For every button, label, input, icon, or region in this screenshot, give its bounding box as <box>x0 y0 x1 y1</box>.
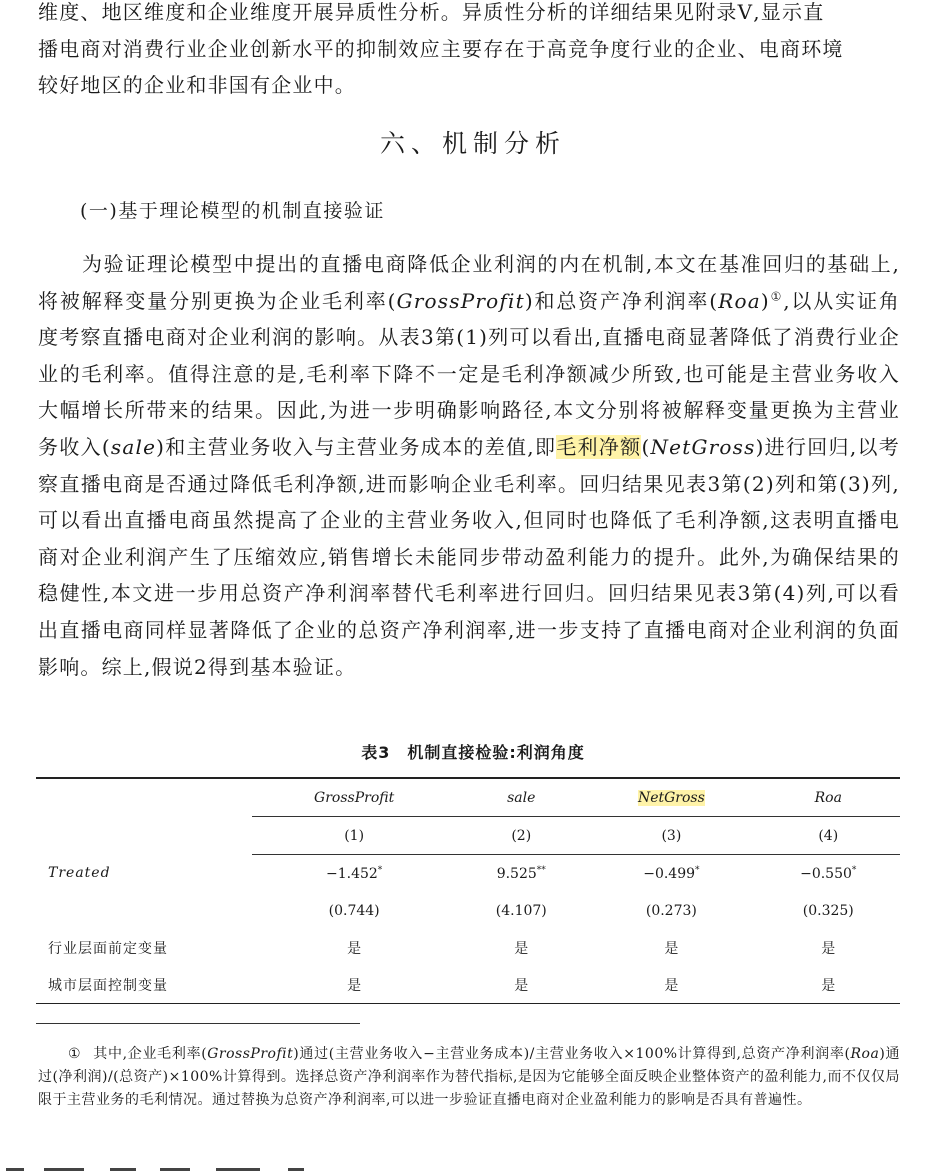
std-error-row <box>36 892 900 929</box>
treated-label: Treated <box>48 865 111 882</box>
preceding-line-2: 播电商对消费行业企业创新水平的抑制效应主要存在于高竞争度行业的企业、电商环境 <box>38 36 844 61</box>
preceding-paragraph <box>38 0 900 104</box>
coef-stars-4: * <box>851 864 857 875</box>
city-controls-row <box>36 966 900 1004</box>
col-number-1: (1) <box>252 817 456 855</box>
table-caption: 表3 机制直接检验:利润角度 <box>361 743 585 762</box>
std-error-1: (0.744) <box>328 902 380 919</box>
footnote-marker: ① <box>68 1046 82 1062</box>
footnote-text-2: )通过(主营业务收入−主营业务成本)/主营业务收入×100%计算得到,总资产净利润率( <box>293 1046 851 1062</box>
city-controls-4: 是 <box>757 966 900 1004</box>
industry-controls-2: 是 <box>514 940 529 957</box>
column-number-row <box>36 817 900 855</box>
coef-cell-2 <box>456 855 586 893</box>
results-table-container <box>36 777 900 1004</box>
coef-cell-4 <box>757 855 900 893</box>
treated-coef-row <box>36 855 900 893</box>
coef-value-3: −0.499 <box>643 865 696 882</box>
fragment-stroke <box>6 1168 24 1171</box>
para-text-3: ) <box>760 288 770 313</box>
coef-cell-3 <box>586 855 756 893</box>
col-header-sale: sale <box>456 778 586 817</box>
para-text-2: )和总资产净利润率( <box>524 288 719 313</box>
city-controls-label: 城市层面控制变量 <box>36 966 252 1004</box>
footnote <box>38 1043 900 1112</box>
industry-controls-3: 是 <box>664 940 679 957</box>
fragment-stroke <box>110 1168 136 1171</box>
results-table <box>36 777 900 1004</box>
city-controls-2: 是 <box>456 966 586 1004</box>
var-grossprofit: GrossProfit <box>396 288 525 313</box>
preceding-line-3: 较好地区的企业和非国有企业中。 <box>38 73 356 98</box>
std-error-2: (4.107) <box>495 902 547 919</box>
fragment-stroke <box>288 1168 304 1171</box>
se-empty-cell <box>36 892 252 929</box>
section-title: 六、机制分析 <box>379 129 566 158</box>
highlighted-term[interactable]: 毛利净额 <box>556 434 642 459</box>
para-text-1: 为验证理论模型中提出的直播电商降低企业利润的内在机制,本文在基准回归的基础上,将被解释变量分别更换为企业毛利率( <box>38 252 900 313</box>
std-error-3: (0.273) <box>645 902 697 919</box>
footnote-var-grossprofit: GrossProfit <box>207 1046 294 1062</box>
table-header-row <box>36 778 900 817</box>
para-text-4: ,以从实证角度考察直播电商对企业利润的影响。从表3第(1)列可以看出,直播电商显著降低了消费行业企业的毛利率。值得注意的是,毛利率下降不一定是毛利净额减少所致,也可能是主营业务收入大幅增长所带来的结果。因此,为进一步明确影响路径,本文分别将被解释变量更换为主营业务收入( <box>38 288 900 459</box>
city-controls-1: 是 <box>252 966 456 1004</box>
std-error-4: (0.325) <box>802 902 854 919</box>
industry-controls-label: 行业层面前定变量 <box>48 940 168 957</box>
footnote-reference[interactable]: ① <box>769 288 784 303</box>
coef-value-2: 9.525 <box>496 865 537 882</box>
coef-cell-1 <box>252 855 456 893</box>
col-number-3: (3) <box>586 817 756 855</box>
subsection-title: (一)基于理论模型的机制直接验证 <box>80 200 385 222</box>
industry-controls-1: 是 <box>347 940 362 957</box>
col-header-roa: Roa <box>757 778 900 817</box>
city-controls-3: 是 <box>586 966 756 1004</box>
col-header-netgross-cell <box>586 778 756 817</box>
para-text-5: )和主营业务收入与主营业务成本的差值,即 <box>156 434 557 459</box>
para-text-7: )进行回归,以考察直播电商是否通过降低毛利净额,进而影响企业毛利率。回归结果见表3第(2)列和第(3)列,可以看出直播电商虽然提高了企业的主营业务收入,但同时也降低了毛利净额,这表明直播电商对企业利润产生了压缩效应,销售增长未能同步带动盈利能力的提升。此外,为确保结果的稳健性,本文进一步用总资产净利润率替代毛利率进行回归。回归结果见表3第(4)列,可以看出直播电商同样显著降低了企业的总资产净利润率,进一步支持了直播电商对企业利润的负面影响。综上,假说2得到基本验证。 <box>38 434 901 679</box>
col-header-netgross[interactable]: NetGross <box>637 789 705 806</box>
coef-stars-1: * <box>377 864 383 875</box>
coef-value-4: −0.550 <box>800 865 852 882</box>
mechanism-paragraph <box>38 246 900 685</box>
header-empty-cell <box>36 778 252 817</box>
footnote-text-3: )通过(净利润)/(总资产)×100%计算得到。选择总资产净利润率作为替代指标,是因为它能够全面反映企业整体资产的盈利能力,而不仅仅局限于主营业务的毛利情况。通过替换为总资产净利润率,可以进一步验证直播电商对企业盈利能力的影响是否具有普遍性。 <box>38 1046 900 1108</box>
next-page-text-fragment <box>0 1164 946 1176</box>
industry-controls-row <box>36 929 900 966</box>
fragment-stroke <box>44 1168 84 1171</box>
footnote-var-roa: Roa <box>850 1046 880 1062</box>
var-sale: sale <box>110 434 157 459</box>
fragment-stroke <box>216 1168 260 1171</box>
coef-stars-3: * <box>695 864 700 875</box>
num-empty-cell <box>36 817 252 855</box>
col-number-4: (4) <box>757 817 900 855</box>
preceding-line-1: 维度、地区维度和企业维度开展异质性分析。异质性分析的详细结果见附录Ⅴ,显示直 <box>38 0 825 24</box>
industry-controls-4: 是 <box>821 940 836 957</box>
coef-value-1: −1.452 <box>325 865 378 882</box>
var-roa: Roa <box>718 288 761 313</box>
var-netgross: NetGross <box>650 434 756 459</box>
footnote-divider <box>36 1023 360 1024</box>
coef-stars-2: ** <box>536 864 546 875</box>
para-text-6: ( <box>641 434 651 459</box>
col-number-2: (2) <box>456 817 586 855</box>
col-header-grossprofit: GrossProfit <box>252 778 456 817</box>
footnote-text-1: 其中,企业毛利率( <box>93 1046 208 1062</box>
fragment-stroke <box>160 1168 190 1171</box>
